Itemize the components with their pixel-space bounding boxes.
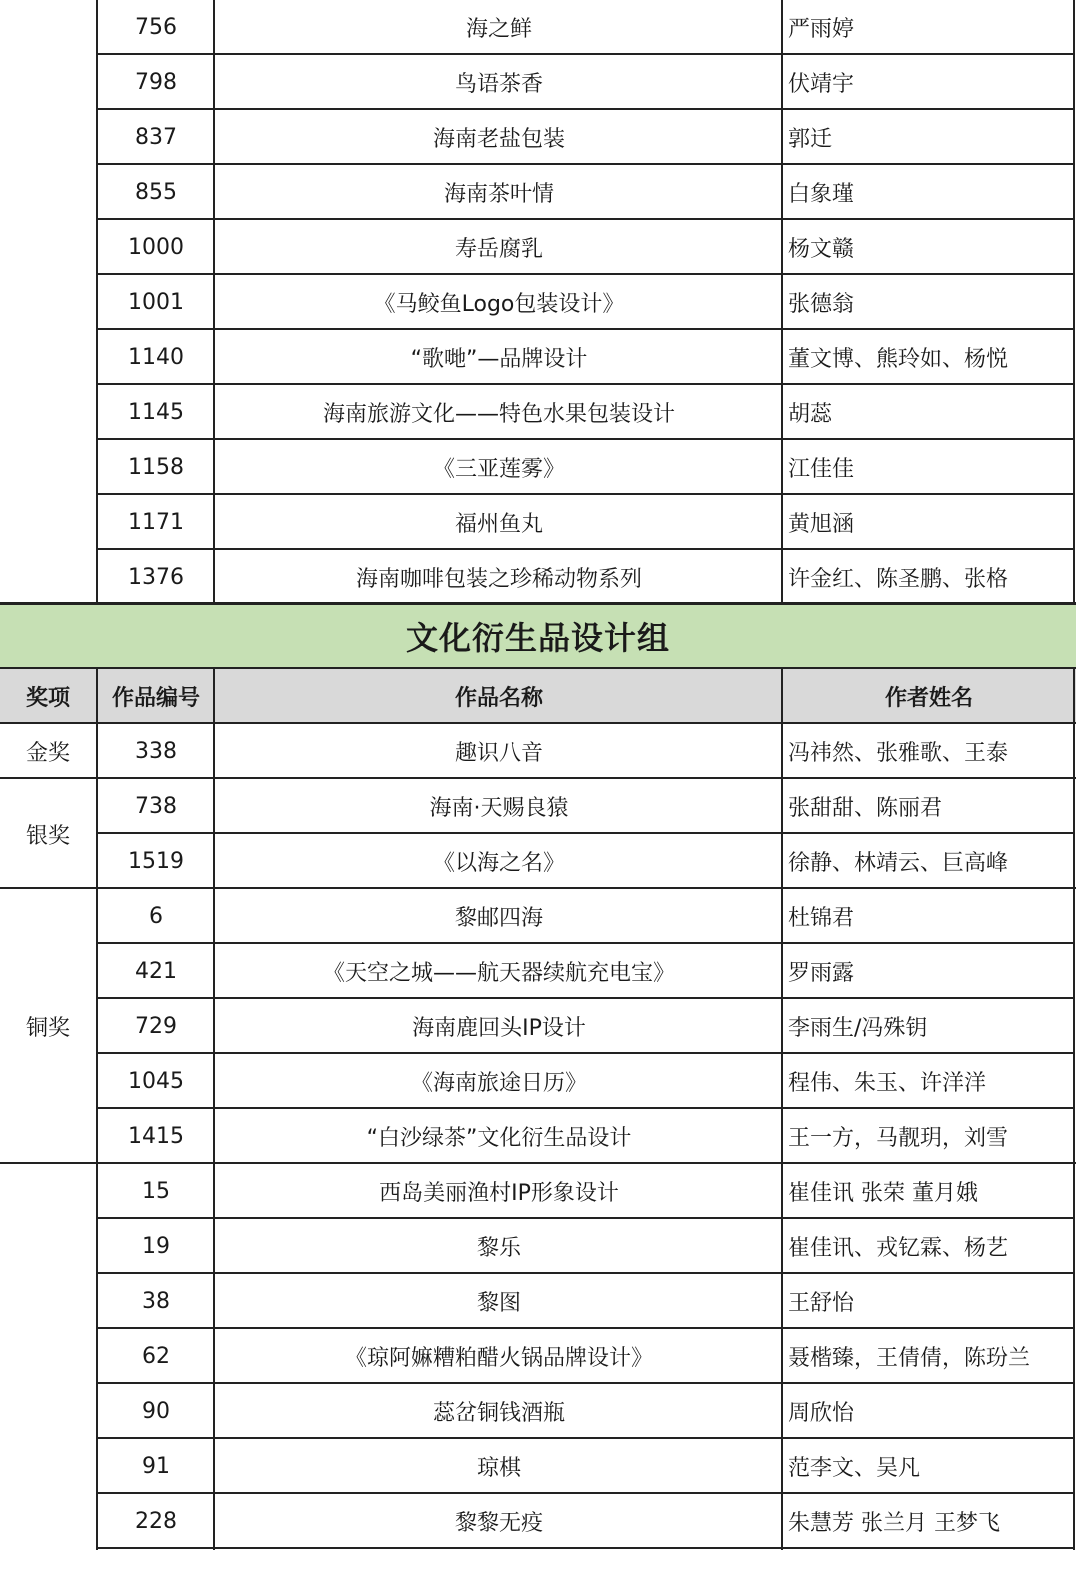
author-names: 王一方，马靓玥，刘雪 <box>788 1126 1009 1151</box>
work-number: 1045 <box>128 1069 184 1094</box>
work-title: 琼棋 <box>476 1456 521 1481</box>
work-title: 黎图 <box>476 1291 521 1316</box>
grid-line <box>96 383 1075 385</box>
author-names: 许金红、陈圣鹏、张格 <box>788 567 1009 592</box>
grid-line <box>96 1547 1075 1549</box>
table-row <box>0 1164 1076 1219</box>
author-names: 杨文赣 <box>788 237 855 262</box>
table-row <box>0 385 1076 440</box>
header-work-title: 作品名称 <box>454 685 543 711</box>
table-row <box>0 440 1076 495</box>
work-title: “歌哋”—品牌设计 <box>410 347 588 372</box>
table-row <box>0 550 1076 605</box>
work-number: 837 <box>135 125 177 150</box>
author-names: 王舒怡 <box>788 1291 855 1316</box>
grid-line <box>213 0 215 603</box>
table-row <box>0 110 1076 165</box>
work-number: 19 <box>142 1234 170 1259</box>
grid-line <box>96 1327 1075 1329</box>
work-title: 《天空之城——航天器续航充电宝》 <box>322 961 675 986</box>
work-title: 福州鱼丸 <box>454 512 543 537</box>
author-names: 江佳佳 <box>788 457 855 482</box>
table-row <box>0 779 1076 834</box>
work-title: 寿岳腐乳 <box>454 237 543 262</box>
table-row <box>0 1329 1076 1384</box>
author-names: 伏靖宇 <box>788 72 855 97</box>
grid-line <box>96 1272 1075 1274</box>
work-number: 1158 <box>128 455 184 480</box>
author-names: 郭迁 <box>788 127 833 152</box>
work-title: 《马鲛鱼Logo包装设计》 <box>373 292 625 317</box>
work-title: 海之鲜 <box>465 17 532 42</box>
work-title: 海南咖啡包装之珍稀动物系列 <box>355 567 642 592</box>
grid-line <box>96 163 1075 165</box>
table-row <box>0 834 1076 889</box>
table-row <box>0 1494 1076 1549</box>
author-names: 聂楷臻，王倩倩，陈玢兰 <box>788 1346 1031 1371</box>
table-row <box>0 55 1076 110</box>
work-title: 《三亚莲雾》 <box>432 457 565 482</box>
work-number: 798 <box>135 70 177 95</box>
grid-line <box>96 832 1075 834</box>
work-title: 黎乐 <box>476 1236 521 1261</box>
grid-line <box>96 108 1075 110</box>
grid-line <box>96 1492 1075 1494</box>
author-names: 徐静、林靖云、巨高峰 <box>788 851 1009 876</box>
work-title: 黎邮四海 <box>454 906 543 931</box>
table-row <box>0 1054 1076 1109</box>
work-title: 海南老盐包装 <box>432 127 565 152</box>
grid-line <box>0 602 1076 605</box>
table-row <box>0 1274 1076 1329</box>
work-number: 1140 <box>128 345 184 370</box>
grid-line <box>96 438 1075 440</box>
work-number: 1376 <box>128 565 184 590</box>
author-names: 罗雨露 <box>788 961 855 986</box>
work-number: 729 <box>135 1014 177 1039</box>
work-number: 756 <box>135 15 177 40</box>
award-silver-label: 银奖 <box>25 823 70 849</box>
work-title: 西岛美丽渔村IP形象设计 <box>379 1181 619 1206</box>
work-number: 90 <box>142 1399 170 1424</box>
table-row <box>0 495 1076 550</box>
work-number: 421 <box>135 959 177 984</box>
author-names: 范李文、吴凡 <box>788 1456 921 1481</box>
grid-line <box>1073 0 1075 603</box>
work-title: 趣识八音 <box>454 741 543 766</box>
table-row <box>0 1439 1076 1494</box>
author-names: 黄旭涵 <box>788 512 855 537</box>
work-title: 黎黎无疫 <box>454 1511 543 1536</box>
grid-line <box>96 493 1075 495</box>
work-title: 蕊岔铜钱酒瓶 <box>432 1401 565 1426</box>
work-title: 海南·天赐良猿 <box>429 796 569 821</box>
grid-line <box>0 777 1076 779</box>
author-names: 胡蕊 <box>788 402 833 427</box>
grid-line <box>96 1437 1075 1439</box>
work-title: 《琼阿嫲糟粕醋火锅品牌设计》 <box>344 1346 653 1371</box>
work-title: “白沙绿茶”文化衍生品设计 <box>366 1126 632 1151</box>
table-row <box>0 999 1076 1054</box>
table-row <box>0 220 1076 275</box>
work-number: 38 <box>142 1289 170 1314</box>
author-names: 杜锦君 <box>788 906 855 931</box>
table-row <box>0 275 1076 330</box>
work-number: 15 <box>142 1179 170 1204</box>
table-header <box>0 669 1076 723</box>
table-row <box>0 724 1076 779</box>
table-row <box>0 330 1076 385</box>
work-title: 海南茶叶情 <box>443 182 554 207</box>
table-row <box>0 165 1076 220</box>
award-bronze-label: 铜奖 <box>25 1016 70 1041</box>
table-row <box>0 1384 1076 1439</box>
grid-line <box>0 1162 1076 1164</box>
author-names: 董文博、熊玲如、杨悦 <box>788 347 1009 372</box>
grid-line <box>96 1217 1075 1219</box>
author-names: 周欣怡 <box>788 1401 855 1426</box>
author-names: 崔佳讯 张荣 董月娥 <box>788 1181 978 1206</box>
work-title: 海南旅游文化——特色水果包装设计 <box>322 402 675 427</box>
work-number: 6 <box>149 904 163 929</box>
work-number: 91 <box>142 1454 170 1479</box>
work-number: 1000 <box>128 235 184 260</box>
grid-line <box>96 997 1075 999</box>
grid-line <box>96 53 1075 55</box>
table-row <box>0 0 1076 55</box>
header-work-number: 作品编号 <box>111 685 200 711</box>
grid-line <box>0 887 1076 889</box>
work-number: 738 <box>135 794 177 819</box>
work-number: 228 <box>135 1509 177 1534</box>
author-names: 冯祎然、张雅歌、王泰 <box>788 741 1009 766</box>
grid-line <box>96 218 1075 220</box>
grid-line <box>781 0 783 603</box>
work-number: 62 <box>142 1344 170 1369</box>
table-row <box>0 889 1076 944</box>
work-number: 1001 <box>128 290 184 315</box>
work-number: 338 <box>135 739 177 764</box>
author-names: 张甜甜、陈丽君 <box>788 796 943 821</box>
grid-line <box>0 667 1076 669</box>
author-names: 朱慧芳 张兰月 王梦飞 <box>788 1511 1000 1536</box>
award-gold-label: 金奖 <box>25 741 70 766</box>
grid-line <box>96 548 1075 550</box>
grid-line <box>96 273 1075 275</box>
header-author-names: 作者姓名 <box>884 685 973 711</box>
work-title: 鸟语茶香 <box>454 72 543 97</box>
table-row <box>0 944 1076 999</box>
work-number: 1171 <box>128 510 184 535</box>
author-names: 程伟、朱玉、许洋洋 <box>788 1071 987 1096</box>
grid-line <box>96 1382 1075 1384</box>
grid-line <box>0 722 1076 724</box>
grid-line <box>96 328 1075 330</box>
table-row <box>0 1109 1076 1164</box>
section-title: 文化衍生品设计组 <box>0 604 1076 668</box>
author-names: 严雨婷 <box>788 17 855 42</box>
author-names: 李雨生/冯殊钥 <box>788 1016 928 1041</box>
grid-line <box>96 942 1075 944</box>
work-number: 1415 <box>128 1124 184 1149</box>
work-number: 855 <box>135 180 177 205</box>
work-title: 《以海之名》 <box>432 851 565 876</box>
grid-line <box>96 0 98 603</box>
author-names: 崔佳讯、戎钇霖、杨艺 <box>788 1236 1009 1261</box>
work-number: 1519 <box>128 849 184 874</box>
author-names: 白象瑾 <box>788 182 855 207</box>
grid-line <box>96 1107 1075 1109</box>
work-title: 海南鹿回头IP设计 <box>412 1016 586 1041</box>
author-names: 张德翁 <box>788 292 855 317</box>
table-row <box>0 1219 1076 1274</box>
header-award: 奖项 <box>25 685 70 711</box>
grid-line <box>96 1052 1075 1054</box>
work-number: 1145 <box>128 400 184 425</box>
work-title: 《海南旅途日历》 <box>410 1071 587 1096</box>
